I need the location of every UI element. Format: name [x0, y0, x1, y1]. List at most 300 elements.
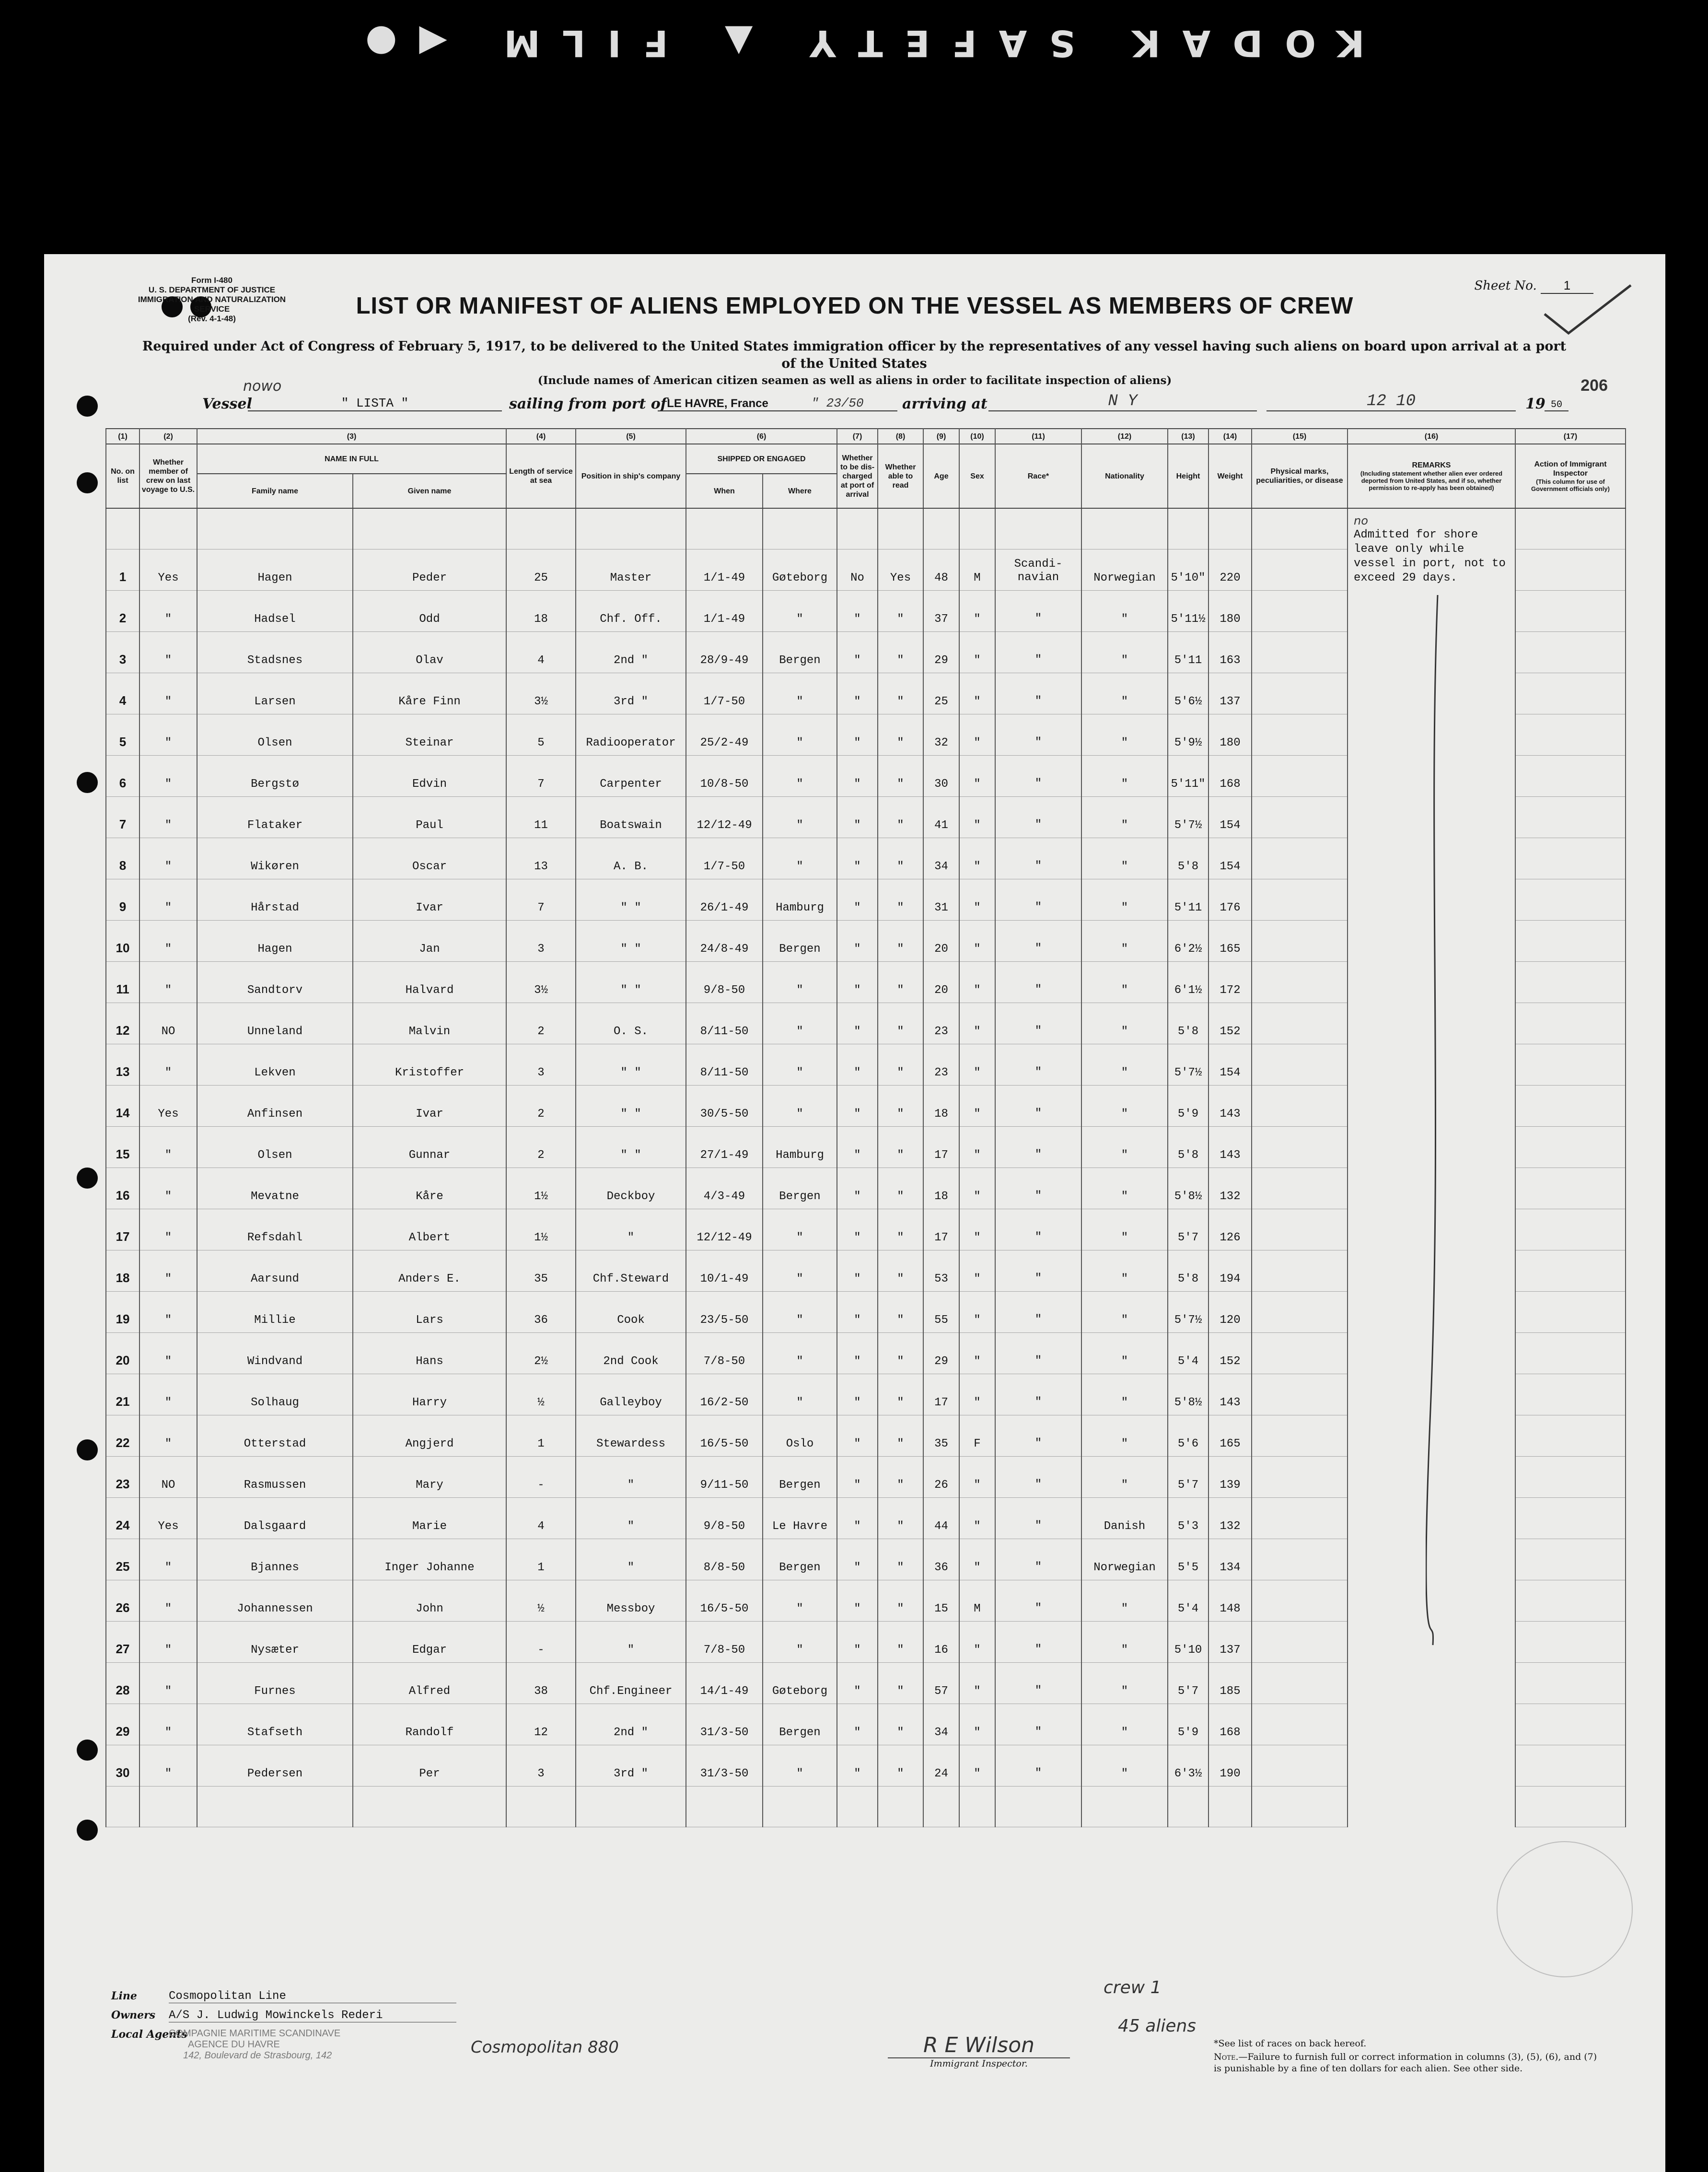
- cell-nat: ": [1081, 1250, 1168, 1292]
- cell-height: 5'11½: [1168, 591, 1208, 632]
- cell-race: ": [995, 962, 1081, 1003]
- header-when: When: [686, 474, 763, 508]
- cell-action: [1515, 673, 1626, 714]
- cell-family: Rasmussen: [197, 1457, 353, 1498]
- cell-height: 6'3½: [1168, 1745, 1208, 1787]
- cell-prev: ": [139, 879, 197, 921]
- cell-action: [1515, 879, 1626, 921]
- cell-action: [1515, 921, 1626, 962]
- cell-age: 25: [923, 673, 959, 714]
- cell-no: 9: [106, 879, 139, 921]
- cell-weight: 168: [1208, 756, 1252, 797]
- cell-nat: ": [1081, 1086, 1168, 1127]
- cell-where: ": [763, 673, 837, 714]
- header-shipped: SHIPPED OR ENGAGED: [686, 444, 837, 474]
- header-age: Age: [923, 444, 959, 508]
- cell-when: 9/8-50: [686, 962, 763, 1003]
- cell-service: 1½: [506, 1168, 576, 1209]
- cell-read: ": [878, 1415, 923, 1457]
- cell-age: 20: [923, 962, 959, 1003]
- cell-prev: ": [139, 632, 197, 673]
- cell-where: Bergen: [763, 632, 837, 673]
- cell-read: ": [878, 962, 923, 1003]
- cell-sex: ": [959, 1044, 995, 1086]
- cell-marks: [1252, 1003, 1348, 1044]
- cell-read: ": [878, 1168, 923, 1209]
- cell-where: Oslo: [763, 1415, 837, 1457]
- cell-height: 5'9: [1168, 1704, 1208, 1745]
- cell-dis: ": [837, 879, 878, 921]
- cell-service: -: [506, 1622, 576, 1663]
- owners-value: A/S J. Ludwig Mowinckels Rederi: [169, 2009, 456, 2022]
- cell-marks: [1252, 1745, 1348, 1787]
- cell-sex: ": [959, 1539, 995, 1580]
- cell-no: 10: [106, 921, 139, 962]
- cell-race: ": [995, 1457, 1081, 1498]
- cell-height: 5'11": [1168, 756, 1208, 797]
- cell-when: 30/5-50: [686, 1086, 763, 1127]
- cell-height: 5'7: [1168, 1457, 1208, 1498]
- owners-field: [111, 2009, 383, 2022]
- cell-service: ½: [506, 1580, 576, 1622]
- cell-read: Yes: [878, 549, 923, 591]
- cell-sex: ": [959, 879, 995, 921]
- cell-prev: ": [139, 1745, 197, 1787]
- cell-race: ": [995, 1127, 1081, 1168]
- cell-height: 5'9: [1168, 1086, 1208, 1127]
- cell-weight: 143: [1208, 1127, 1252, 1168]
- cell-when: 1/7-50: [686, 673, 763, 714]
- cell-marks: [1252, 549, 1348, 591]
- aliens-count-note: 45 aliens: [1118, 2016, 1197, 2036]
- cell-service: 18: [506, 591, 576, 632]
- cell-position: A. B.: [576, 838, 686, 879]
- cell-position: " ": [576, 962, 686, 1003]
- cell-race: ": [995, 1168, 1081, 1209]
- cell-given: Odd: [353, 591, 506, 632]
- cell-weight: 132: [1208, 1168, 1252, 1209]
- cell-dis: ": [837, 632, 878, 673]
- cell-read: ": [878, 838, 923, 879]
- cell-family: Anfinsen: [197, 1086, 353, 1127]
- cell-nat: ": [1081, 1663, 1168, 1704]
- col-num: (9): [923, 429, 959, 444]
- cell-height: 5'6: [1168, 1415, 1208, 1457]
- cell-service: 7: [506, 756, 576, 797]
- cell-weight: 172: [1208, 962, 1252, 1003]
- cell-race: ": [995, 1580, 1081, 1622]
- cell-when: 4/3-49: [686, 1168, 763, 1209]
- cell-position: Carpenter: [576, 756, 686, 797]
- vessel-label: Vessel: [202, 396, 252, 412]
- cell-nat: ": [1081, 1003, 1168, 1044]
- cell-prev: ": [139, 1250, 197, 1292]
- cell-when: 26/1-49: [686, 879, 763, 921]
- cell-when: 23/5-50: [686, 1292, 763, 1333]
- cell-dis: ": [837, 1168, 878, 1209]
- cell-read: ": [878, 1374, 923, 1415]
- line-value: Cosmopolitan Line: [169, 1990, 456, 2003]
- col-num: (12): [1081, 429, 1168, 444]
- cell-when: 1/7-50: [686, 838, 763, 879]
- cell-marks: [1252, 1209, 1348, 1250]
- col-num: (1): [106, 429, 139, 444]
- cell-position: " ": [576, 921, 686, 962]
- cell-race: ": [995, 797, 1081, 838]
- form-service: IMMIGRATION AND NATURALIZATION SERVICE: [138, 295, 286, 314]
- cell-nat: ": [1081, 797, 1168, 838]
- cell-sex: ": [959, 1003, 995, 1044]
- cell-no: 17: [106, 1209, 139, 1250]
- cell-age: 31: [923, 879, 959, 921]
- cell-age: 34: [923, 1704, 959, 1745]
- col-num: (16): [1348, 429, 1515, 444]
- cell-prev: ": [139, 1622, 197, 1663]
- cell-age: 34: [923, 838, 959, 879]
- cell-no: 29: [106, 1704, 139, 1745]
- cell-action: [1515, 1622, 1626, 1663]
- cell-read: ": [878, 1003, 923, 1044]
- col-num: (14): [1208, 429, 1252, 444]
- cell-prev: ": [139, 1580, 197, 1622]
- cell-given: Olav: [353, 632, 506, 673]
- cell-read: ": [878, 797, 923, 838]
- cell-age: 23: [923, 1044, 959, 1086]
- cell-marks: [1252, 1622, 1348, 1663]
- cell-action: [1515, 1209, 1626, 1250]
- cell-age: 23: [923, 1003, 959, 1044]
- cell-where: Bergen: [763, 921, 837, 962]
- cell-given: Inger Johanne: [353, 1539, 506, 1580]
- cell-where: Bergen: [763, 1704, 837, 1745]
- cell-nat: ": [1081, 1127, 1168, 1168]
- punch-hole-icon: [77, 772, 98, 793]
- cell-marks: [1252, 1498, 1348, 1539]
- cell-sex: ": [959, 632, 995, 673]
- cell-nat: ": [1081, 1415, 1168, 1457]
- cell-height: 5'11: [1168, 632, 1208, 673]
- cell-position: " ": [576, 879, 686, 921]
- header-row: [106, 444, 1626, 474]
- cell-where: ": [763, 591, 837, 632]
- cell-prev: ": [139, 673, 197, 714]
- cell-when: 16/5-50: [686, 1580, 763, 1622]
- cell-race: ": [995, 1539, 1081, 1580]
- cell-nat: ": [1081, 632, 1168, 673]
- cell-dis: ": [837, 756, 878, 797]
- col-num: (6): [686, 429, 837, 444]
- cell-weight: 154: [1208, 797, 1252, 838]
- cell-dis: ": [837, 1622, 878, 1663]
- cell-when: 8/11-50: [686, 1003, 763, 1044]
- cell-dis: ": [837, 1498, 878, 1539]
- cell-family: Otterstad: [197, 1415, 353, 1457]
- cell-read: ": [878, 1333, 923, 1374]
- cell-dis: ": [837, 591, 878, 632]
- cell-nat: ": [1081, 1745, 1168, 1787]
- cell-dis: ": [837, 1292, 878, 1333]
- cell-prev: ": [139, 591, 197, 632]
- cell-race: ": [995, 838, 1081, 879]
- punch-hole-icon: [77, 1168, 98, 1189]
- cell-no: 6: [106, 756, 139, 797]
- cell-given: Oscar: [353, 838, 506, 879]
- cell-where: ": [763, 1622, 837, 1663]
- cell-height: 5'10": [1168, 549, 1208, 591]
- cell-weight: 163: [1208, 632, 1252, 673]
- cell-read: ": [878, 1457, 923, 1498]
- crew-rows: [106, 508, 1626, 1827]
- cell-marks: [1252, 879, 1348, 921]
- cell-height: 6'2½: [1168, 921, 1208, 962]
- cell-height: 5'8: [1168, 1127, 1208, 1168]
- cell-prev: ": [139, 962, 197, 1003]
- cell-prev: ": [139, 756, 197, 797]
- cell-where: Gøteborg: [763, 549, 837, 591]
- cell-nat: ": [1081, 591, 1168, 632]
- cell-where: ": [763, 838, 837, 879]
- cell-when: 7/8-50: [686, 1622, 763, 1663]
- col-num: (15): [1252, 429, 1348, 444]
- action-title: Action of Immigrant Inspector: [1534, 460, 1607, 478]
- form-revision: (Rev. 4-1-48): [188, 314, 236, 323]
- cell-height: 5'9½: [1168, 714, 1208, 756]
- cell-read: ": [878, 1704, 923, 1745]
- agents-stamp-line: 142, Boulevard de Strasbourg, 142: [183, 2050, 332, 2061]
- header-height: Height: [1168, 444, 1208, 508]
- cell-weight: 120: [1208, 1292, 1252, 1333]
- cell-no: 12: [106, 1003, 139, 1044]
- cell-when: 16/2-50: [686, 1374, 763, 1415]
- cell-service: 38: [506, 1663, 576, 1704]
- cell-dis: ": [837, 1250, 878, 1292]
- year-prefix: 19: [1525, 396, 1545, 412]
- cell-marks: [1252, 1168, 1348, 1209]
- cell-nat: Danish: [1081, 1498, 1168, 1539]
- cell-nat: ": [1081, 1374, 1168, 1415]
- punch-hole-icon: [77, 396, 98, 417]
- cell-given: Hans: [353, 1333, 506, 1374]
- cell-service: 12: [506, 1704, 576, 1745]
- cell-age: 41: [923, 797, 959, 838]
- cell-position: ": [576, 1457, 686, 1498]
- cell-no: 7: [106, 797, 139, 838]
- cell-prev: ": [139, 838, 197, 879]
- cell-no: 2: [106, 591, 139, 632]
- cell-position: Stewardess: [576, 1415, 686, 1457]
- cell-marks: [1252, 797, 1348, 838]
- cell-height: 5'8: [1168, 1003, 1208, 1044]
- cell-family: Bjannes: [197, 1539, 353, 1580]
- header-given: Given name: [353, 474, 506, 508]
- cell-prev: ": [139, 1168, 197, 1209]
- header-race: Race*: [995, 444, 1081, 508]
- col-num: (5): [576, 429, 686, 444]
- cell-height: 5'8½: [1168, 1168, 1208, 1209]
- cell-action: [1515, 1044, 1626, 1086]
- cell-where: ": [763, 1003, 837, 1044]
- cell-dis: ": [837, 1704, 878, 1745]
- arrival-date: 12 10: [1266, 392, 1516, 411]
- cell-weight: 126: [1208, 1209, 1252, 1250]
- agents-label: Local Agents: [111, 2028, 187, 2041]
- cell-sex: ": [959, 1745, 995, 1787]
- cell-service: 1½: [506, 1209, 576, 1250]
- cell-where: Hamburg: [763, 879, 837, 921]
- cell-service: 4: [506, 1498, 576, 1539]
- cell-position: Galleyboy: [576, 1374, 686, 1415]
- cell-position: 3rd ": [576, 673, 686, 714]
- cell-sex: ": [959, 1250, 995, 1292]
- page-subtitle: Required under Act of Congress of February 5, 1917, to be delivered to the United States immigration officer by the representatives of any vessel having such aliens on board upon arrival at a port of the United States: [142, 339, 1567, 371]
- cell-family: Unneland: [197, 1003, 353, 1044]
- inspector-signature-block: [888, 2033, 1070, 2069]
- cell-when: 16/5-50: [686, 1415, 763, 1457]
- cell-prev: ": [139, 1663, 197, 1704]
- remarks-subtitle: (Including statement whether alien ever ordered deported from United States, and if so, whether permission to re-apply has been obtained): [1360, 470, 1503, 491]
- cell-prev: ": [139, 1539, 197, 1580]
- cell-service: 3: [506, 921, 576, 962]
- cell-service: 25: [506, 549, 576, 591]
- cell-action: [1515, 756, 1626, 797]
- cell-marks: [1252, 673, 1348, 714]
- cell-when: 31/3-50: [686, 1745, 763, 1787]
- cell-height: 5'7½: [1168, 1292, 1208, 1333]
- cell-dis: ": [837, 1580, 878, 1622]
- cell-read: ": [878, 1086, 923, 1127]
- cell-height: 5'7: [1168, 1209, 1208, 1250]
- cell-where: ": [763, 1333, 837, 1374]
- vessel-name: " LISTA ": [248, 396, 502, 411]
- cell-given: Lars: [353, 1292, 506, 1333]
- cell-height: 5'5: [1168, 1539, 1208, 1580]
- cell-read: ": [878, 1044, 923, 1086]
- cell-prev: ": [139, 1292, 197, 1333]
- header-no: No. on list: [106, 444, 139, 508]
- cell-weight: 180: [1208, 714, 1252, 756]
- cell-service: 3: [506, 1745, 576, 1787]
- header-action: [1515, 444, 1626, 508]
- cell-height: 5'4: [1168, 1333, 1208, 1374]
- cell-race: ": [995, 1374, 1081, 1415]
- cell-action: [1515, 1250, 1626, 1292]
- round-stamp: [1497, 1841, 1633, 1977]
- cell-age: 48: [923, 549, 959, 591]
- cell-marks: [1252, 1415, 1348, 1457]
- remarks-title: REMARKS: [1412, 461, 1451, 469]
- cell-age: 17: [923, 1374, 959, 1415]
- cell-weight: 152: [1208, 1333, 1252, 1374]
- cell-when: 12/12-49: [686, 797, 763, 838]
- cell-action: [1515, 549, 1626, 591]
- cell-age: 35: [923, 1415, 959, 1457]
- year-suffix: 50: [1545, 399, 1569, 411]
- cell-age: 57: [923, 1663, 959, 1704]
- cell-height: 5'4: [1168, 1580, 1208, 1622]
- cell-nat: ": [1081, 962, 1168, 1003]
- cell-position: Chf. Off.: [576, 591, 686, 632]
- cell-age: 44: [923, 1498, 959, 1539]
- cell-family: Larsen: [197, 673, 353, 714]
- cell-marks: [1252, 1580, 1348, 1622]
- page-subtitle-note: (Include names of American citizen seamen as well as aliens in order to facilitate inspection of aliens): [537, 374, 1172, 387]
- cell-dis: ": [837, 797, 878, 838]
- form-department: U. S. DEPARTMENT OF JUSTICE: [148, 285, 276, 294]
- cell-nat: ": [1081, 1292, 1168, 1333]
- cell-no: 14: [106, 1086, 139, 1127]
- cell-action: [1515, 962, 1626, 1003]
- cell-weight: 148: [1208, 1580, 1252, 1622]
- cell-family: Mevatne: [197, 1168, 353, 1209]
- cell-prev: Yes: [139, 549, 197, 591]
- cell-when: 31/3-50: [686, 1704, 763, 1745]
- cell-age: 55: [923, 1292, 959, 1333]
- cell-when: 7/8-50: [686, 1333, 763, 1374]
- cell-where: ": [763, 1374, 837, 1415]
- cell-no: 23: [106, 1457, 139, 1498]
- cell-no: 11: [106, 962, 139, 1003]
- cell-when: 28/9-49: [686, 632, 763, 673]
- cell-position: 3rd ": [576, 1745, 686, 1787]
- cell-race: ": [995, 591, 1081, 632]
- cell-given: Albert: [353, 1209, 506, 1250]
- cell-no: 8: [106, 838, 139, 879]
- cell-family: Sandtorv: [197, 962, 353, 1003]
- film-banner: [0, 14, 1708, 72]
- cell-dis: No: [837, 549, 878, 591]
- cell-no: 1: [106, 549, 139, 591]
- cell-given: Kåre Finn: [353, 673, 506, 714]
- header-marks: Physical marks, peculiarities, or disease: [1252, 444, 1348, 508]
- cell-marks: [1252, 1704, 1348, 1745]
- cell-given: Ivar: [353, 1086, 506, 1127]
- cell-given: Gunnar: [353, 1127, 506, 1168]
- cell-family: Millie: [197, 1292, 353, 1333]
- cell-age: 29: [923, 632, 959, 673]
- cell-position: " ": [576, 1086, 686, 1127]
- cell-read: ": [878, 673, 923, 714]
- film-banner-text: KODAK SAFETY ▲ FILM ◀●: [343, 22, 1365, 65]
- col-num: (11): [995, 429, 1081, 444]
- cell-position: " ": [576, 1044, 686, 1086]
- cell-read: ": [878, 1292, 923, 1333]
- cell-age: 32: [923, 714, 959, 756]
- cell-family: Nysæter: [197, 1622, 353, 1663]
- cell-no: 21: [106, 1374, 139, 1415]
- cell-sex: ": [959, 756, 995, 797]
- cell-family: Olsen: [197, 1127, 353, 1168]
- cell-service: 2: [506, 1003, 576, 1044]
- cell-no: 13: [106, 1044, 139, 1086]
- header-nationality: Nationality: [1081, 444, 1168, 508]
- cell-no: 19: [106, 1292, 139, 1333]
- cell-race: Scandi-navian: [995, 549, 1081, 591]
- cell-no: 15: [106, 1127, 139, 1168]
- cell-race: ": [995, 632, 1081, 673]
- cell-dis: ": [837, 1374, 878, 1415]
- cell-marks: [1252, 838, 1348, 879]
- cell-position: O. S.: [576, 1003, 686, 1044]
- cell-position: 2nd Cook: [576, 1333, 686, 1374]
- cell-dis: ": [837, 962, 878, 1003]
- cell-height: 5'3: [1168, 1498, 1208, 1539]
- cell-age: 24: [923, 1745, 959, 1787]
- cell-prev: ": [139, 1127, 197, 1168]
- cell-marks: [1252, 632, 1348, 673]
- race-note: *See list of races on back hereof.: [1214, 2038, 1367, 2049]
- cell-weight: 185: [1208, 1663, 1252, 1704]
- cell-when: 8/8-50: [686, 1539, 763, 1580]
